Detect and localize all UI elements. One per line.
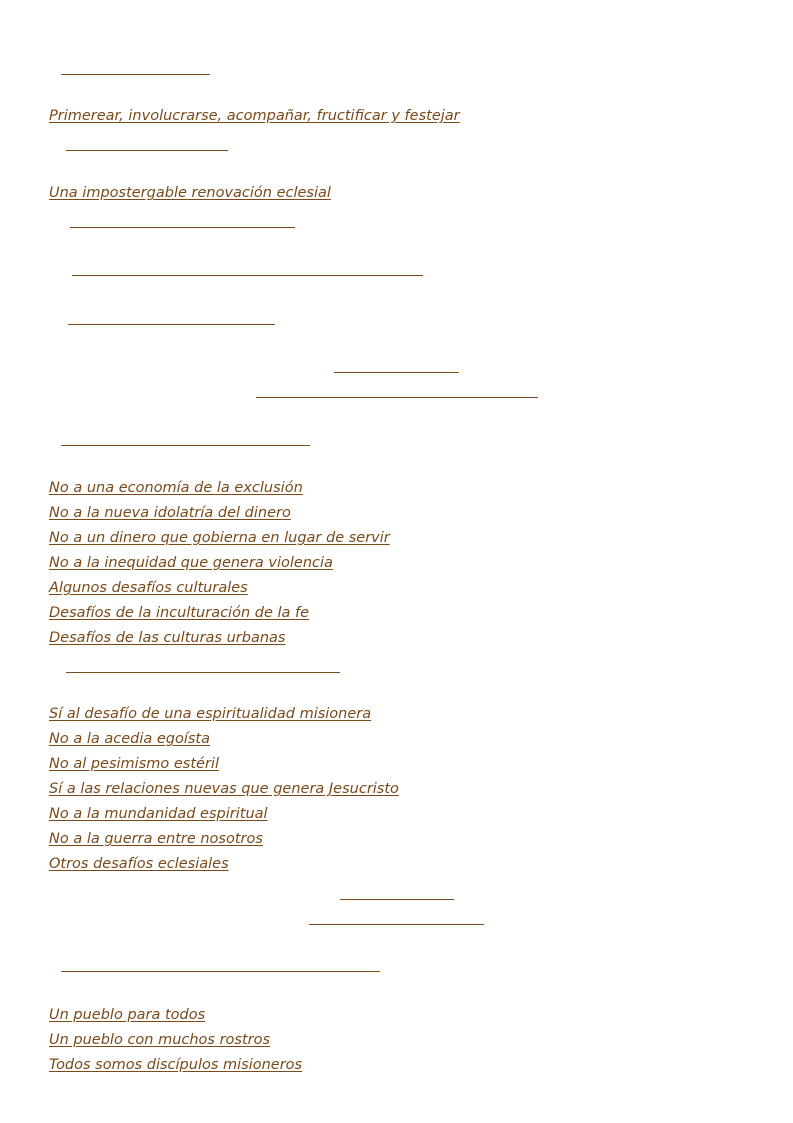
heading-rule [334,372,459,373]
toc-link[interactable]: No a la guerra entre nosotros [49,831,263,847]
heading-rule [66,150,228,151]
toc-link[interactable]: Primerear, involucrarse, acompañar, fructificar y festejar [49,108,460,124]
toc-link[interactable]: Sí a las relaciones nuevas que genera Jesucristo [49,781,399,797]
heading-rule [340,899,454,900]
heading-rule [61,445,310,446]
toc-link[interactable]: Otros desafíos eclesiales [49,856,229,872]
heading-rule [66,672,340,673]
heading-rule [72,275,423,276]
toc-link[interactable]: Desafíos de las culturas urbanas [49,630,286,646]
heading-rule [309,924,484,925]
toc-link[interactable]: Un pueblo para todos [49,1007,206,1023]
heading-rule [256,397,538,398]
toc-link[interactable]: No a un dinero que gobierna en lugar de servir [49,530,390,546]
toc-link[interactable]: Sí al desafío de una espiritualidad misionera [49,706,372,722]
toc-link[interactable]: No a una economía de la exclusión [49,480,303,496]
toc-link[interactable]: Algunos desafíos culturales [49,580,248,596]
toc-link[interactable]: Desafíos de la inculturación de la fe [49,605,310,621]
toc-link[interactable]: No a la mundanidad espiritual [49,806,268,822]
heading-rule [61,74,210,75]
heading-rule [68,324,275,325]
toc-link[interactable]: No a la inequidad que genera violencia [49,555,333,571]
toc-link[interactable]: No al pesimismo estéril [49,756,219,772]
toc-link[interactable]: Todos somos discípulos misioneros [49,1057,303,1073]
heading-rule [70,227,295,228]
toc-link[interactable]: No a la acedia egoísta [49,731,211,747]
heading-rule [61,971,380,972]
toc-link[interactable]: Una impostergable renovación eclesial [49,185,331,201]
toc-link[interactable]: No a la nueva idolatría del dinero [49,505,291,521]
toc-link[interactable]: Un pueblo con muchos rostros [49,1032,271,1048]
